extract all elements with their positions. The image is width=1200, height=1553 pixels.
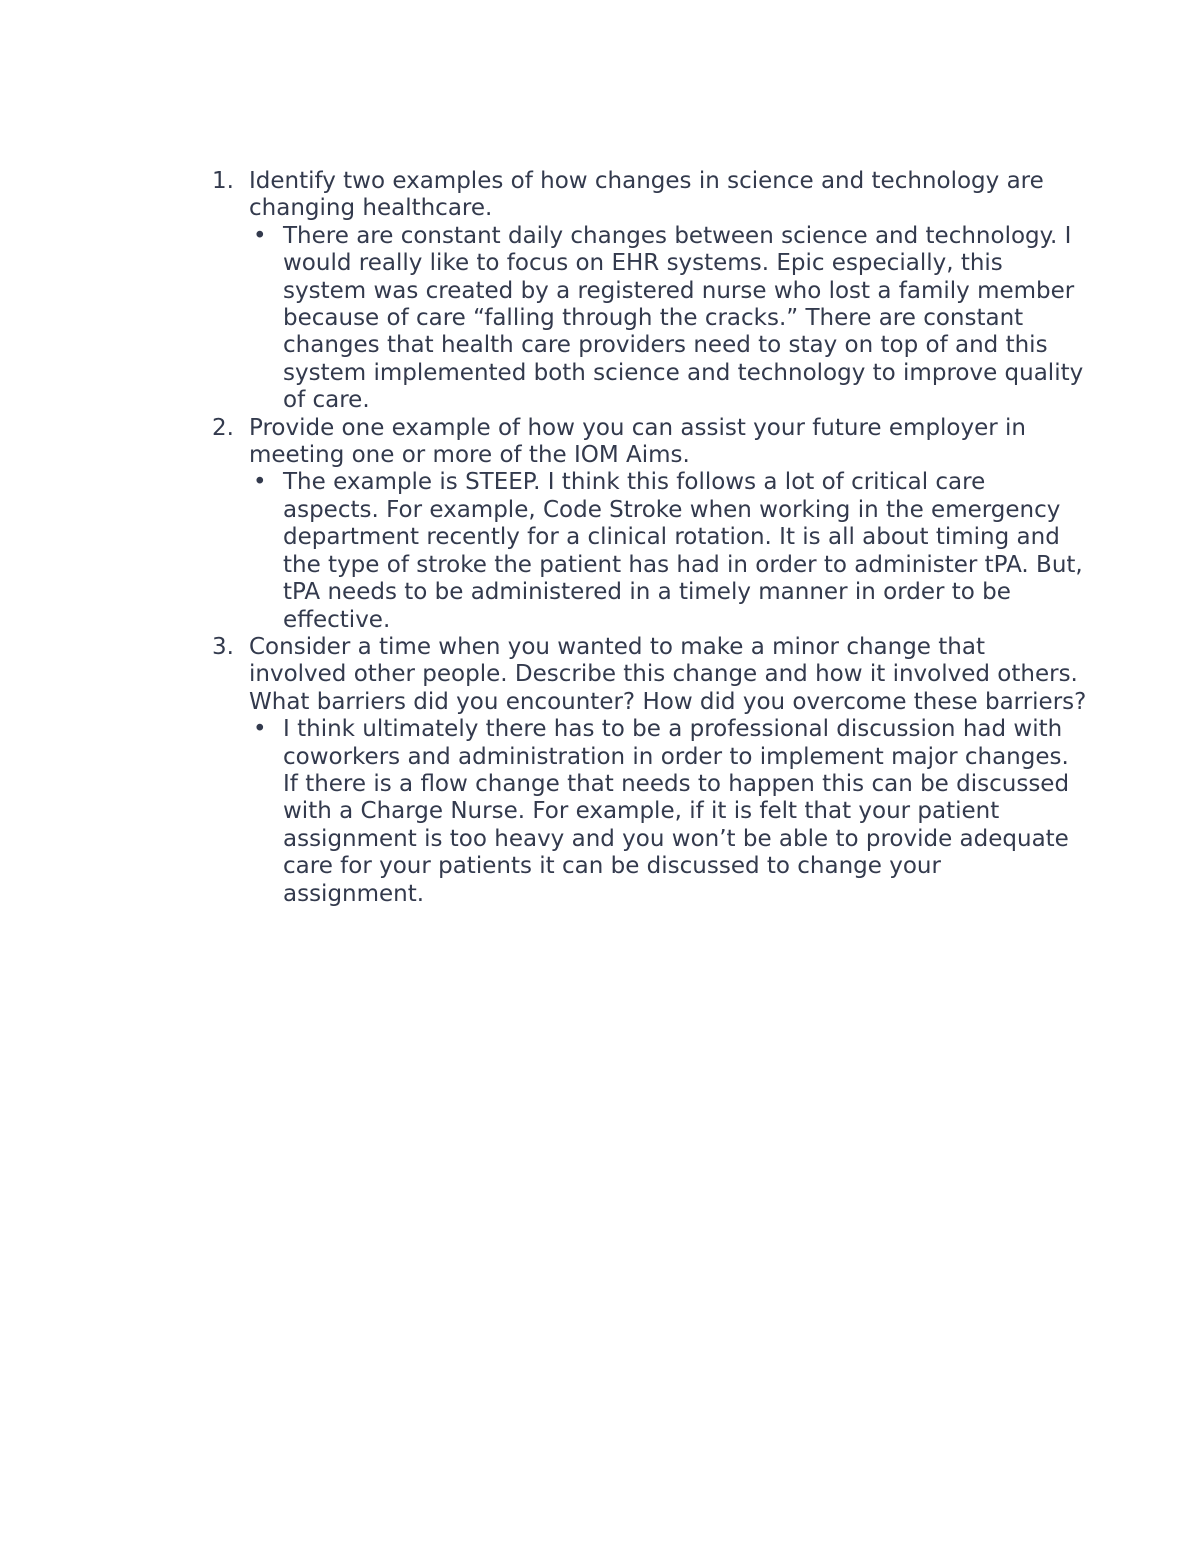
question-number: 1. [212, 168, 234, 194]
answer-list [249, 469, 1088, 633]
answer-text: I think ultimately there has to be a professional discussion had with coworkers and administration in order to implement major changes. If there is a flow change that needs to happen this can be discussed with a Charge Nurse. For example, if it is felt that your patient assignment is too heavy and you won’t be able to provide adequate care for your patients it can be discussed to change your assignment. [283, 716, 1070, 907]
answer-text: There are constant daily changes between science and technology. I would really like to focus on EHR systems. Epic especially, this system was created by a registered nurse who lost a family member because of care “falling through the cracks.” There are constant changes that health care providers need to stay on top of and this system implemented both science and technology to improve quality of care. [283, 222, 1084, 414]
question-item-3 [208, 634, 1088, 908]
document-body [208, 168, 1088, 908]
question-text: Provide one example of how you can assist your future employer in meeting one or more of the IOM Aims. [249, 414, 1027, 469]
bullet-icon: • [253, 716, 267, 743]
question-item-1 [208, 168, 1088, 415]
bullet-icon: • [253, 469, 267, 496]
question-text: Consider a time when you wanted to make a minor change that involved other people. Describe this change and how it involved others. What barriers did you encounter? How did you overcome these barriers? [249, 633, 1087, 715]
bullet-icon: • [253, 222, 267, 249]
question-list [208, 168, 1088, 908]
question-item-2 [208, 415, 1088, 634]
answer-item [249, 469, 1088, 633]
question-text: Identify two examples of how changes in science and technology are changing healthcare. [249, 168, 1044, 222]
answer-item [249, 716, 1088, 908]
answer-text: The example is STEEP. I think this follows a lot of critical care aspects. For example, Code Stroke when working in the emergency department recently for a clinical rotation. It is all about timing and the type of stroke the patient has had in order to administer tPA. But, tPA needs to be administered in a timely manner in order to be effective. [283, 469, 1083, 633]
answer-list [249, 716, 1088, 908]
answer-item [249, 223, 1088, 415]
question-number: 2. [212, 414, 234, 441]
answer-list [249, 223, 1088, 415]
question-number: 3. [212, 633, 234, 660]
